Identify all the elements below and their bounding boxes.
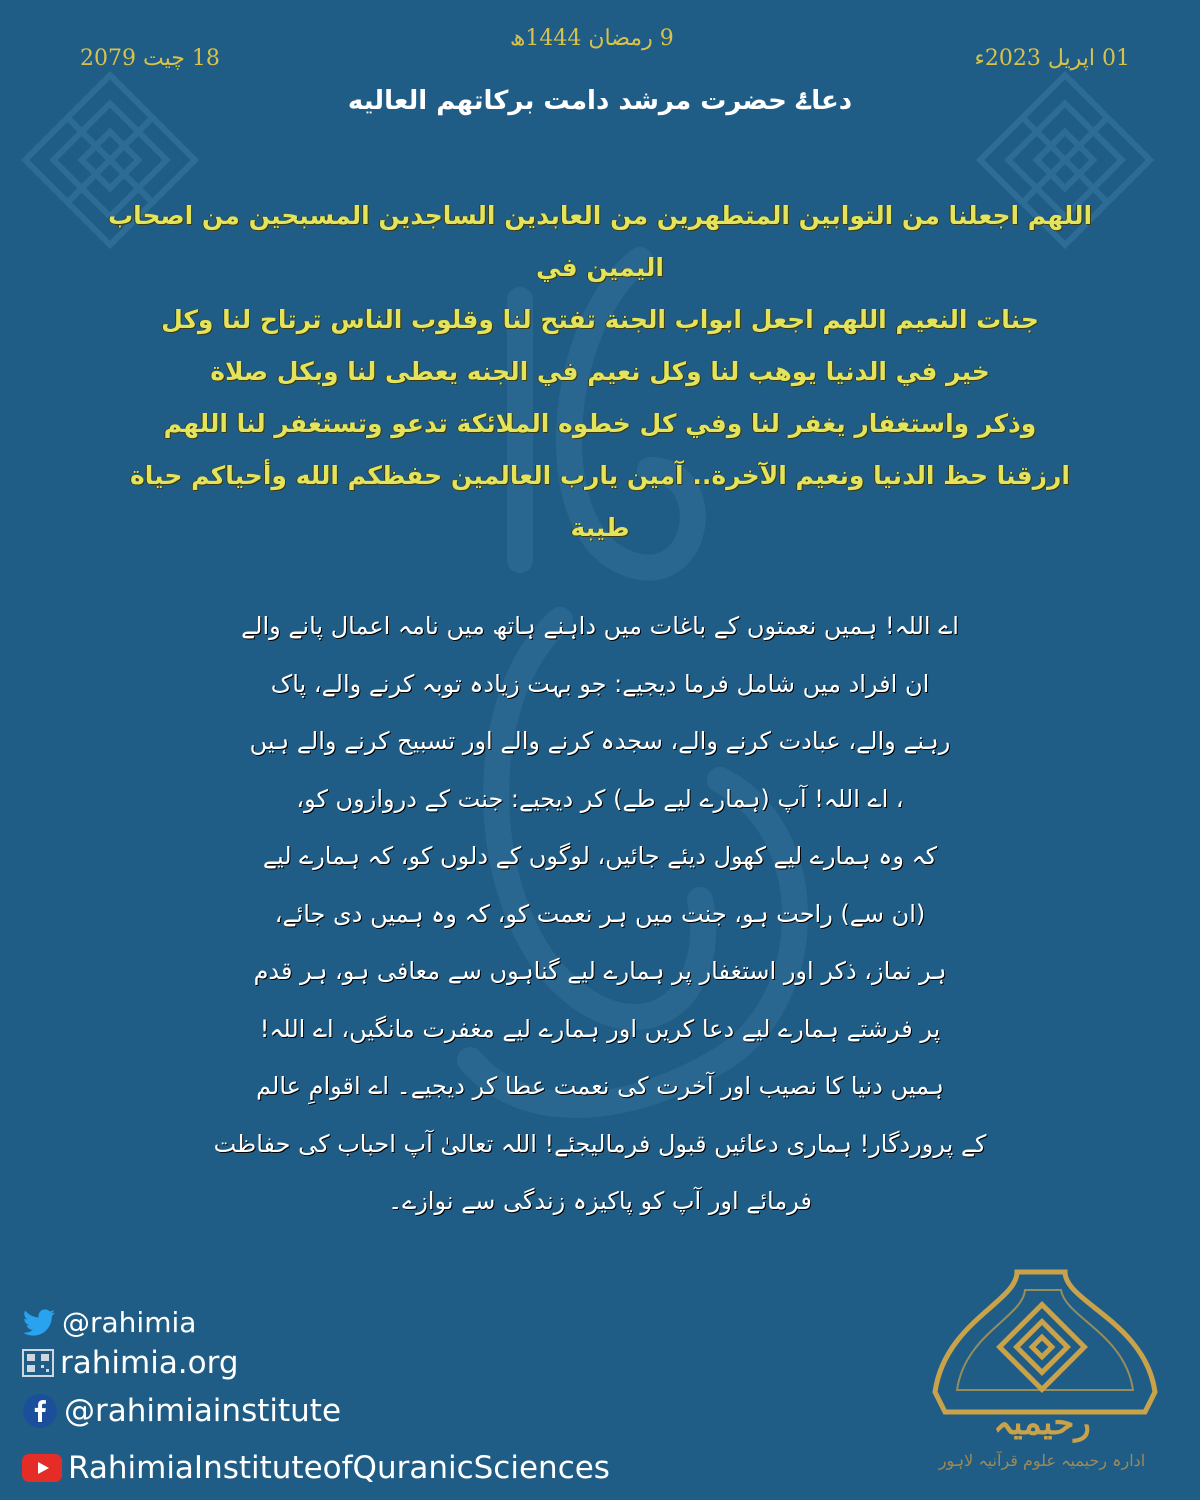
twitter-icon	[22, 1309, 56, 1337]
arabic-line: جنات النعيم اللهم اجعل ابواب الجنة تفتح لنا وقلوب الناس ترتاح لنا وكل	[161, 305, 1039, 334]
arabic-line: خير في الدنيا يوهب لنا وكل نعيم في الجنه يعطى لنا وبكل صلاة	[210, 357, 990, 386]
urdu-line: ہمیں دنیا کا نصیب اور آخرت کی نعمت عطا کر دیجیے۔ اے اقوامِ عالم	[256, 1072, 944, 1100]
urdu-line: رہنے والے، عبادت کرنے والے، سجدہ کرنے والے اور تسبیح کرنے والے ہیں	[249, 727, 951, 755]
social-facebook[interactable]	[22, 1393, 341, 1429]
website-url: rahimia.org	[60, 1345, 239, 1381]
qr-code-icon	[22, 1349, 54, 1377]
arabic-dua	[90, 190, 1110, 554]
facebook-icon	[22, 1393, 58, 1429]
urdu-line: اے اللہ! ہمیں نعمتوں کے باغات میں داہنے ہاتھ میں نامہ اعمال پانے والے	[241, 612, 959, 640]
arabic-line: طيبة	[570, 513, 630, 542]
svg-text:رحیمیہ: رحیمیہ	[993, 1403, 1091, 1443]
social-twitter[interactable]	[22, 1306, 196, 1339]
arabic-line: اللهم اجعلنا من التوابين المتطهرين من العابدين الساجدين المسبحين من اصحاب اليمين في	[107, 201, 1093, 282]
svg-text:ادارہ رحیمیہ علوم قرآنیہ لاہور: ادارہ رحیمیہ علوم قرآنیہ لاہور	[938, 1451, 1146, 1470]
date-vikram: 18 چیت 2079	[80, 46, 220, 71]
date-hijri: 9 رمضان 1444ھ	[510, 26, 674, 51]
social-website[interactable]	[22, 1345, 239, 1381]
urdu-line: فرمائے اور آپ کو پاکیزہ زندگی سے نوازے۔	[388, 1187, 812, 1215]
youtube-icon	[22, 1454, 62, 1482]
date-gregorian: 01 اپریل 2023ء	[974, 46, 1130, 71]
youtube-channel: RahimiaInstituteofQuranicSciences	[68, 1450, 610, 1486]
arabic-line: ارزقنا حظ الدنيا ونعيم الآخرة.. آمين يارب العالمين حفظكم الله وأحياكم حياة	[130, 461, 1070, 490]
social-youtube[interactable]	[22, 1450, 610, 1486]
urdu-line: ان افراد میں شامل فرما دیجیے: جو بہت زیادہ توبہ کرنے والے، پاک	[270, 669, 930, 698]
twitter-handle: @rahimia	[62, 1306, 197, 1339]
rahimia-logo	[905, 1262, 1180, 1482]
arabic-line: وذكر واستغفار يغفر لنا وفي كل خطوه الملائكة تدعو وتستغفر لنا اللهم	[163, 409, 1037, 438]
urdu-translation	[150, 598, 1050, 1231]
page-title: دعاۓ حضرت مرشد دامت برکاتھم العالیه	[347, 86, 853, 116]
facebook-handle: @rahimiainstitute	[64, 1393, 342, 1429]
urdu-line: (ان سے) راحت ہو، جنت میں ہر نعمت کو، کہ وہ ہمیں دی جائے،	[274, 899, 926, 928]
urdu-line: ہر نماز، ذکر اور استغفار پر ہمارے لیے گناہوں سے معافی ہو، ہر قدم	[253, 957, 947, 985]
urdu-line: ، اے اللہ! آپ (ہمارے لیے طے) کر دیجیے: جنت کے دروازوں کو،	[296, 784, 904, 813]
urdu-line: پر فرشتے ہمارے لیے دعا کریں اور ہمارے لیے مغفرت مانگیں، اے اللہ!	[259, 1014, 941, 1043]
urdu-line: کہ وہ ہمارے لیے کھول دیئے جائیں، لوگوں کے دلوں کو، کہ ہمارے لیے	[262, 842, 938, 870]
urdu-line: کے پروردگار! ہماری دعائیں قبول فرمالیجئے! اللہ تعالیٰ آپ احباب کی حفاظت	[213, 1129, 987, 1158]
